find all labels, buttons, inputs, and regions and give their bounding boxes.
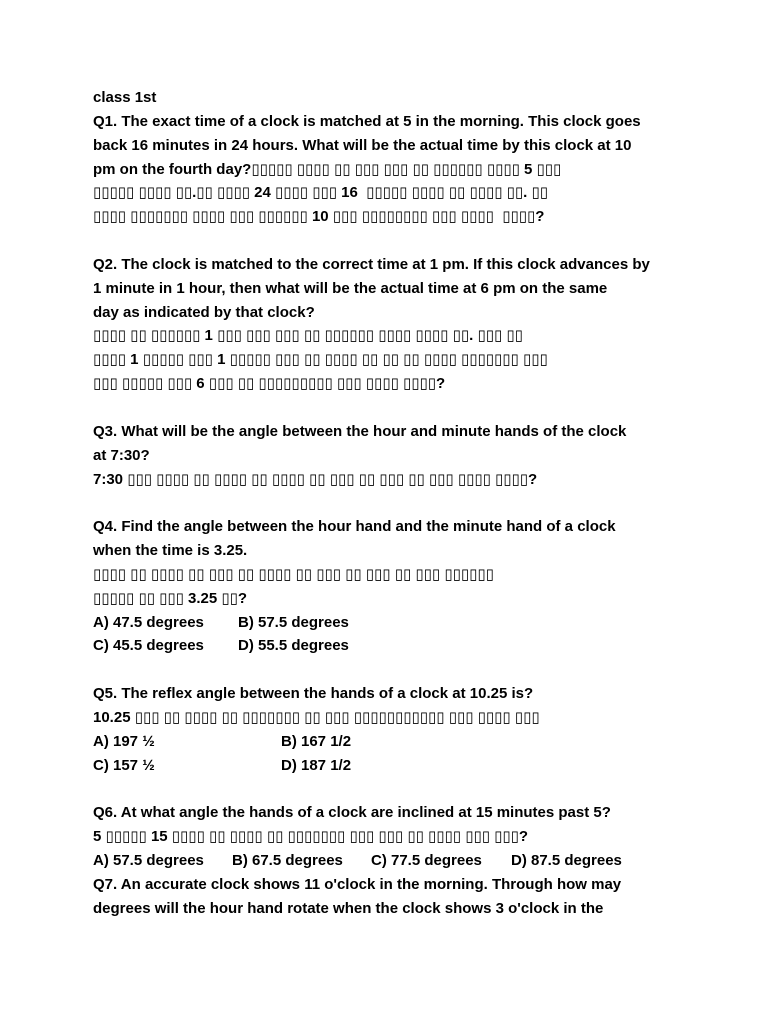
answer-option-d: D) 55.5 degrees xyxy=(238,637,349,655)
answer-option-a: A) 57.5 degrees xyxy=(93,852,204,869)
answer-option-d: D) 87.5 degrees xyxy=(511,852,622,869)
question-line: pm on the fourth day?▯▯▯▯▯ ▯▯▯▯ ▯▯ ▯▯▯ ▯▯▯ ▯▯ ▯▯▯▯▯▯ ▯▯▯▯ 5 ▯▯▯ xyxy=(93,160,562,178)
question-line-hindi: ▯▯▯▯▯ ▯▯ ▯▯▯ 3.25 ▯▯? xyxy=(93,589,248,607)
options-row xyxy=(93,611,752,635)
question-line-hindi: ▯▯▯ ▯▯▯▯▯ ▯▯▯ 6 ▯▯▯ ▯▯ ▯▯▯▯▯▯▯▯▯ ▯▯▯ ▯▯▯▯ ▯▯▯▯? xyxy=(93,375,446,393)
question-line: when the time is 3.25. xyxy=(93,542,248,560)
question-line: back 16 minutes in 24 hours. What will be the actual time by this clock at 10 xyxy=(93,136,632,154)
question-line-hindi: ▯▯▯▯ ▯▯▯▯▯▯▯ ▯▯▯▯ ▯▯▯ ▯▯▯▯▯▯ 10 ▯▯▯ ▯▯▯▯▯▯▯▯ ▯▯▯ ▯▯▯▯ ▯▯▯▯? xyxy=(93,208,545,226)
question-line-hindi: ▯▯▯▯▯ ▯▯▯▯ ▯▯.▯▯ ▯▯▯▯ 24 ▯▯▯▯ ▯▯▯ 16 ▯▯▯▯▯ ▯▯▯▯ ▯▯ ▯▯▯▯ ▯▯. ▯▯ xyxy=(93,184,548,202)
question-q4 xyxy=(93,515,752,658)
answer-option-a: A) 47.5 degrees xyxy=(93,613,204,631)
question-line: Q5. The reflex angle between the hands of a clock at 10.25 is? xyxy=(93,685,534,703)
options-row xyxy=(93,754,752,778)
question-line-hindi: ▯▯▯▯ ▯▯ ▯▯▯▯▯▯ 1 ▯▯▯ ▯▯▯ ▯▯▯ ▯▯ ▯▯▯▯▯▯ ▯▯▯▯ ▯▯▯▯ ▯▯. ▯▯▯ ▯▯ xyxy=(93,327,523,345)
question-line: Q4. Find the angle between the hour hand and the minute hand of a clock xyxy=(93,518,616,536)
document-body xyxy=(93,86,752,921)
options-row xyxy=(93,634,752,658)
answer-option-b: B) 57.5 degrees xyxy=(238,613,349,631)
question-line: Q2. The clock is matched to the correct time at 1 pm. If this clock advances by xyxy=(93,255,650,273)
question-q6 xyxy=(93,801,752,873)
answer-option-c: C) 77.5 degrees xyxy=(371,852,482,869)
question-line: Q7. An accurate clock shows 11 o'clock in the morning. Through how may xyxy=(93,875,622,893)
question-line: Q6. At what angle the hands of a clock are inclined at 15 minutes past 5? xyxy=(93,804,611,822)
answer-option-c: C) 45.5 degrees xyxy=(93,637,204,655)
answer-option-b: B) 67.5 degrees xyxy=(232,852,343,869)
question-line-hindi: ▯▯▯▯ ▯▯ ▯▯▯▯ ▯▯ ▯▯▯ ▯▯ ▯▯▯▯ ▯▯ ▯▯▯ ▯▯ ▯▯▯ ▯▯ ▯▯▯ ▯▯▯▯▯▯ xyxy=(93,565,494,583)
question-line: Q3. What will be the angle between the hour and minute hands of the clock xyxy=(93,422,627,440)
question-line: at 7:30? xyxy=(93,446,150,464)
question-line-hindi: ▯▯▯▯ 1 ▯▯▯▯▯ ▯▯▯ 1 ▯▯▯▯▯ ▯▯▯ ▯▯ ▯▯▯▯ ▯▯ ▯▯ ▯▯ ▯▯▯▯ ▯▯▯▯▯▯▯ ▯▯▯ xyxy=(93,351,548,369)
question-q2 xyxy=(93,253,752,396)
question-line: 1 minute in 1 hour, then what will be the actual time at 6 pm on the same xyxy=(93,279,608,297)
question-line-hindi: 7:30 ▯▯▯ ▯▯▯▯ ▯▯ ▯▯▯▯ ▯▯ ▯▯▯▯ ▯▯ ▯▯▯ ▯▯ ▯▯▯ ▯▯ ▯▯▯ ▯▯▯▯ ▯▯▯▯? xyxy=(93,470,538,488)
question-q7 xyxy=(93,873,752,921)
answer-option-c: C) 157 ½ xyxy=(93,756,155,774)
options-row xyxy=(93,730,752,754)
question-q5 xyxy=(93,682,752,777)
class-label: class 1st xyxy=(93,89,157,106)
answer-option-b: B) 167 1/2 xyxy=(281,732,352,750)
question-line-hindi: 5 ▯▯▯▯▯ 15 ▯▯▯▯ ▯▯ ▯▯▯▯ ▯▯ ▯▯▯▯▯▯▯ ▯▯▯ ▯▯▯ ▯▯ ▯▯▯▯ ▯▯▯ ▯▯▯? xyxy=(93,828,529,846)
question-line-hindi: 10.25 ▯▯▯ ▯▯ ▯▯▯▯ ▯▯ ▯▯▯▯▯▯▯ ▯▯ ▯▯▯ ▯▯▯▯▯▯▯▯▯▯▯ ▯▯▯ ▯▯▯▯ ▯▯▯ xyxy=(93,708,540,726)
question-line: degrees will the hour hand rotate when the clock shows 3 o'clock in the xyxy=(93,899,604,917)
options-row xyxy=(93,849,752,873)
answer-option-a: A) 197 ½ xyxy=(93,732,155,750)
question-q3 xyxy=(93,420,752,492)
answer-option-d: D) 187 1/2 xyxy=(281,756,352,774)
question-q1 xyxy=(93,110,752,229)
question-line: Q1. The exact time of a clock is matched at 5 in the morning. This clock goes xyxy=(93,112,641,130)
question-line: day as indicated by that clock? xyxy=(93,303,315,321)
